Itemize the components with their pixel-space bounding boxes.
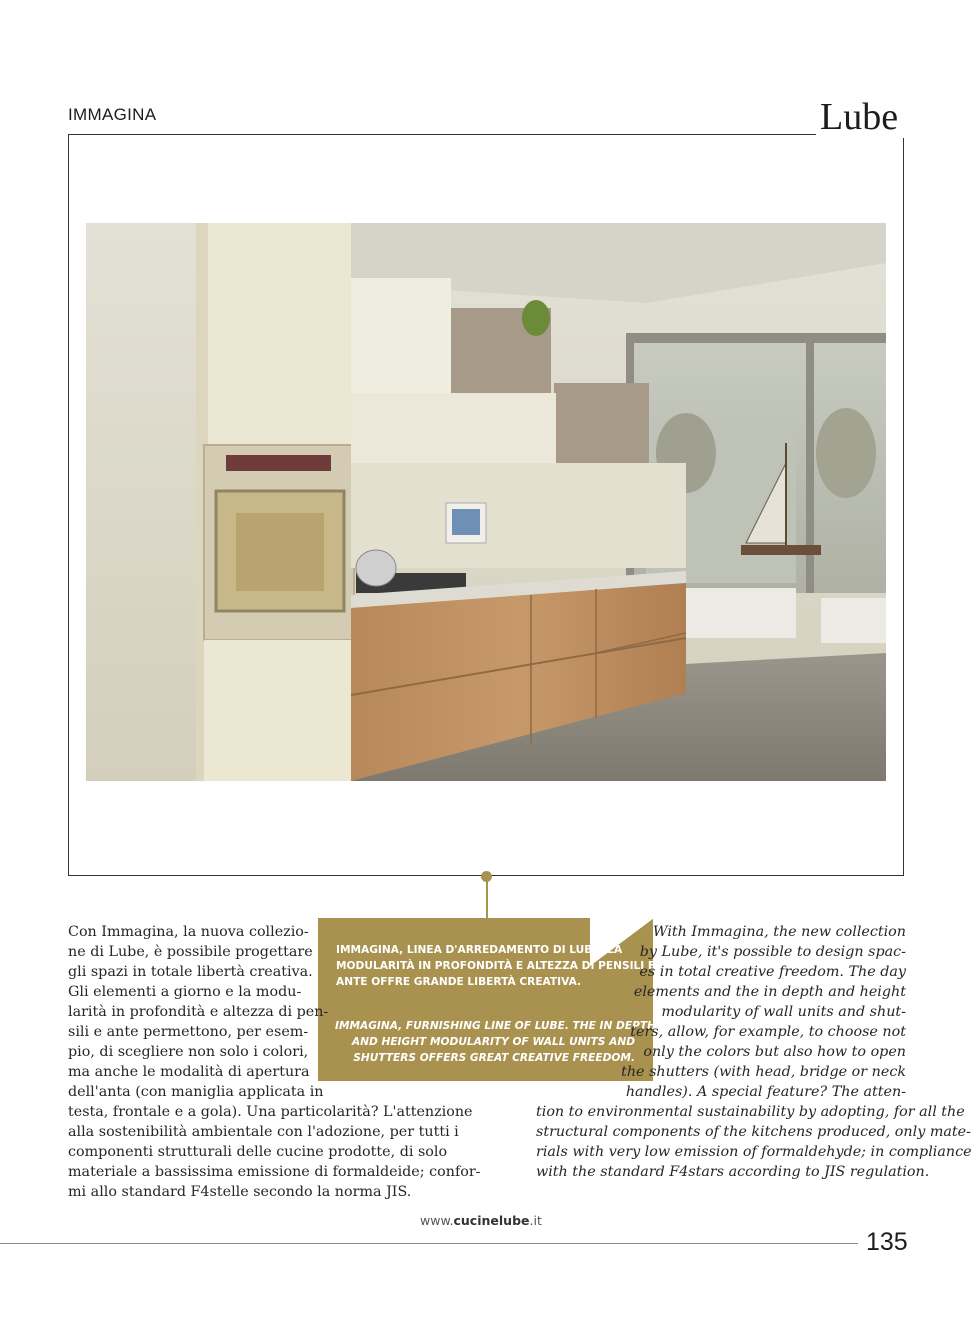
- body-text-italian: Con Immagina, la nuova collezio- ne di Lube, è possibile progettare gli spazi in totale libertà creativa. Gli elementi a giorno e la modu- larità in profondità e altezza di pen- sili e ante permettono, per esem- pio, di scegliere non solo i colori, ma anche le modalità di apertura dell'anta (con maniglia applicata in testa, frontale e a gola). Una particolarità? L'attenzione alla sostenibilità ambientale con l'adozione, per tutti i componenti strutturali delle cucine prodotte, di solo materiale a bassissima emissione di formaldeide; confor- mi allo standard F4stelle secondo la norma JIS.: [68, 924, 481, 1200]
- caption-english: IMMAGINA, FURNISHING LINE OF LUBE. THE IN DEPTH AND HEIGHT MODULARITY OF WALL UNITS AND SHUTTERS OFFERS GREAT CREATIVE FREEDOM.: [335, 1020, 656, 1064]
- footer-rule: [0, 1243, 858, 1244]
- caption-italian: IMMAGINA, LINEA D'ARREDAMENTO DI LUBE. LA MODULARITÀ IN PROFONDITÀ E ALTEZZA DI PENSILI E ANTE OFFRE GRANDE LIBERTÀ CREATIVA.: [336, 944, 656, 988]
- pot: [356, 550, 396, 586]
- page-number: 135: [866, 1228, 908, 1256]
- brand-logo: Lube: [820, 96, 899, 138]
- connector-dot: [481, 871, 492, 882]
- wall-unit-white: [351, 278, 451, 393]
- body-text-english: With Immagina, the new collection by Lube, it's possible to design spac- es in total creative freedom. The day elements and the in depth and height modularity of wall units and shut- ters, allow, for example, to choose not only the colors but also how to open the shutters (with head, bridge or neck handles). A special feature? The atten- tion to environmental sustainability by adopting, for all the structural components of the kitchens produced, only mate- rials with very low emission of formaldehyde; in compliance with the standard F4stars according to JIS regulation.: [536, 924, 972, 1180]
- kitchen-photo: [86, 223, 886, 781]
- radiator: [686, 588, 796, 638]
- website-link[interactable]: www.cucinelube.it: [420, 1213, 542, 1228]
- section-title: IMMAGINA: [68, 105, 157, 124]
